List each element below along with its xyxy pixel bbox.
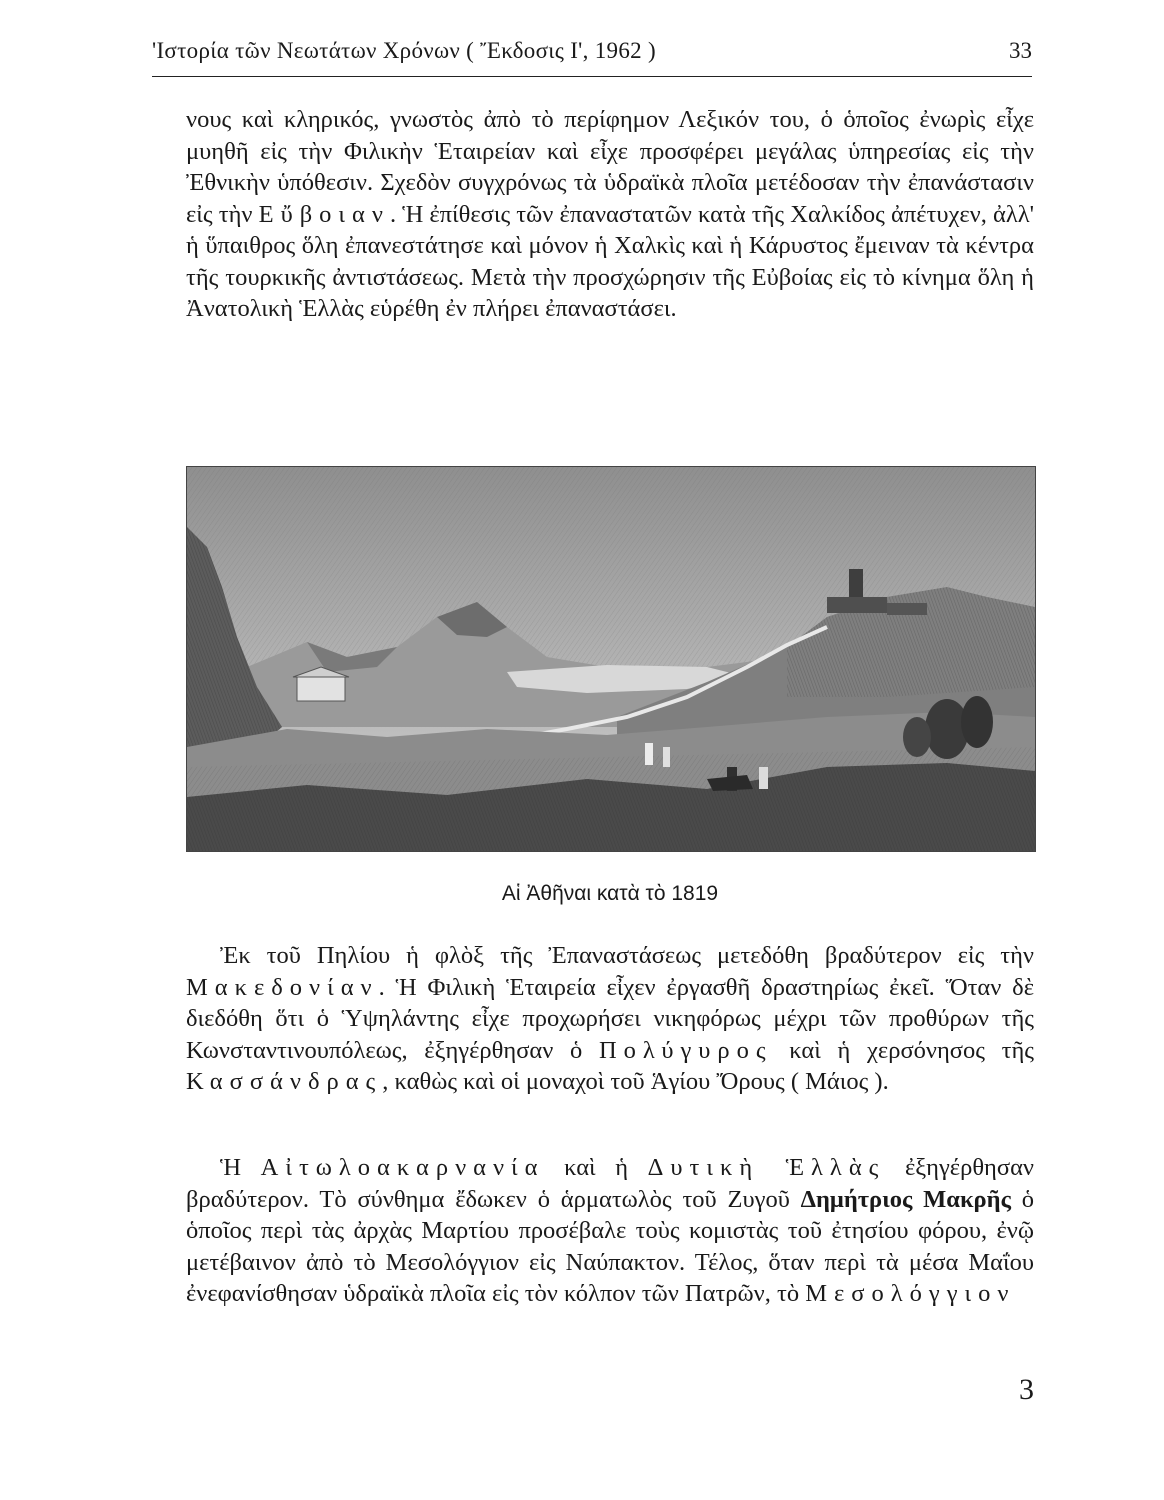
paragraph-1 [186,104,1034,325]
paragraph-2-text-2: . Ἡ Φιλικὴ Ἑταιρεία εἶχεν ἐργασθῆ δραστηρίως ἐκεῖ. Ὅταν δὲ διεδόθη ὅτι ὁ Ὑψηλάντης εἶχε προχωρήσει νικηφόρως μέχρι τῶν προθύρων τῆς Κωνσταντινουπόλεως, ἐξηγέρθησαν ὁ [186,973,1034,1064]
spaced-word-mesolongi: Μεσολόγγιον [805,1280,1016,1307]
paragraph-2-text-3: καὶ ἡ χερσόνησος τῆς [772,1036,1035,1064]
paragraph-3-text-3: ἐξηγέρθησαν βραδύτερον. Τὸ σύνθημα ἔδωκεν ὁ ἁρματωλὸς τοῦ Ζυγοῦ [186,1154,1034,1213]
running-title: 'Ιστορία τῶν Νεωτάτων Χρόνων ( Ἔκδοσις Ι', 1962 ) [152,38,656,63]
spaced-word-kassandra: Κασσάνδρας [186,1068,383,1095]
page-number: 33 [1009,38,1032,63]
engraving-athens-1819 [186,466,1036,852]
running-header [152,38,1032,74]
bold-name-makris: Δημήτριος Μακρῆς [800,1185,1011,1213]
paragraph-1-text-2: . Ἡ ἐπίθεσις τῶν ἐπαναστατῶν κατὰ τῆς Χαλκίδος ἀπέτυχεν, ἀλλ' ἡ ὕπαιθρος ὅλη ἐπανεστάτησε καὶ μόνον ἡ Χαλκὶς καὶ ἡ Κάρυστος ἔμειναν τὰ κέντρα τῆς τουρκικῆς ἀντιστάσεως. Μετὰ τὴν προσχώρησιν τῆς Εὐβοίας εἰς τὸ κίνημα ὅλη ἡ Ἀνατολικὴ Ἑλλὰς εὑρέθη ἐν πλήρει ἐπαναστάσει. [186,200,1035,322]
spaced-word-polygyros: Πολύγυρος [598,1036,773,1064]
paragraph-3-text-1: Ἡ [220,1154,261,1181]
signature-mark: 3 [1019,1373,1034,1406]
paragraph-3-text-4: ὁ ὁποῖος περὶ τὰς ἀρχὰς Μαρτίου προσέβαλε τοὺς κομιστὰς τοῦ ἐτησίου φόρου, ἐνῷ μετέβαινον ἀπὸ τὸ Μεσολόγγιον εἰς Ναύπακτον. Τέλος, ὅταν περὶ τὰ μέσα Μαΐου ἐνεφανίσθησαν ὑδραϊκὰ πλοῖα εἰς τὸν κόλπον τῶν Πατρῶν, τὸ [186,1185,1035,1307]
header-rule [152,76,1032,77]
spaced-word-macedonia: Μακεδονίαν [186,973,379,1001]
paragraph-2-text-4: , καθὼς καὶ οἱ μοναχοὶ τοῦ Ἁγίου Ὄρους ( Μάιος ). [382,1068,889,1095]
paragraph-2-text-1: Ἐκ τοῦ Πηλίου ἡ φλὸξ τῆς Ἐπαναστάσεως μετεδόθη βραδύτερον εἰς τὴν [220,942,1034,969]
paragraph-1-text: νους καὶ κληρικός, γνωστὸς ἀπὸ τὸ περίφημον Λεξικόν του, ὁ ὁποῖος ἐνωρὶς εἶχε μυηθῆ εἰς τὴν Φιλικὴν Ἑταιρείαν καὶ εἶχε προσφέρει μεγάλας ὑπηρεσίας εἰς τὴν Ἐθνικὴν ὑπόθεσιν. Σχεδὸν συγχρόνως τὰ ὑδραϊκὰ πλοῖα μετέδοσαν τὴν ἐπανάστασιν εἰς τὴν [186,106,1034,228]
spaced-word-aetoloacarnania: Αἰτωλοακαρνανία [260,1154,545,1181]
spaced-word-western-greece: Δυτικὴ Ἑλλὰς [647,1154,886,1181]
figure-caption: Αἱ Ἀθῆναι κατὰ τὸ 1819 [501,882,719,905]
spaced-word-euboea: Εὔβοιαν [258,200,390,228]
paragraph-2 [186,940,1034,1098]
paragraph-3-text-2: καὶ ἡ [544,1154,648,1181]
paragraph-3 [186,1152,1034,1310]
